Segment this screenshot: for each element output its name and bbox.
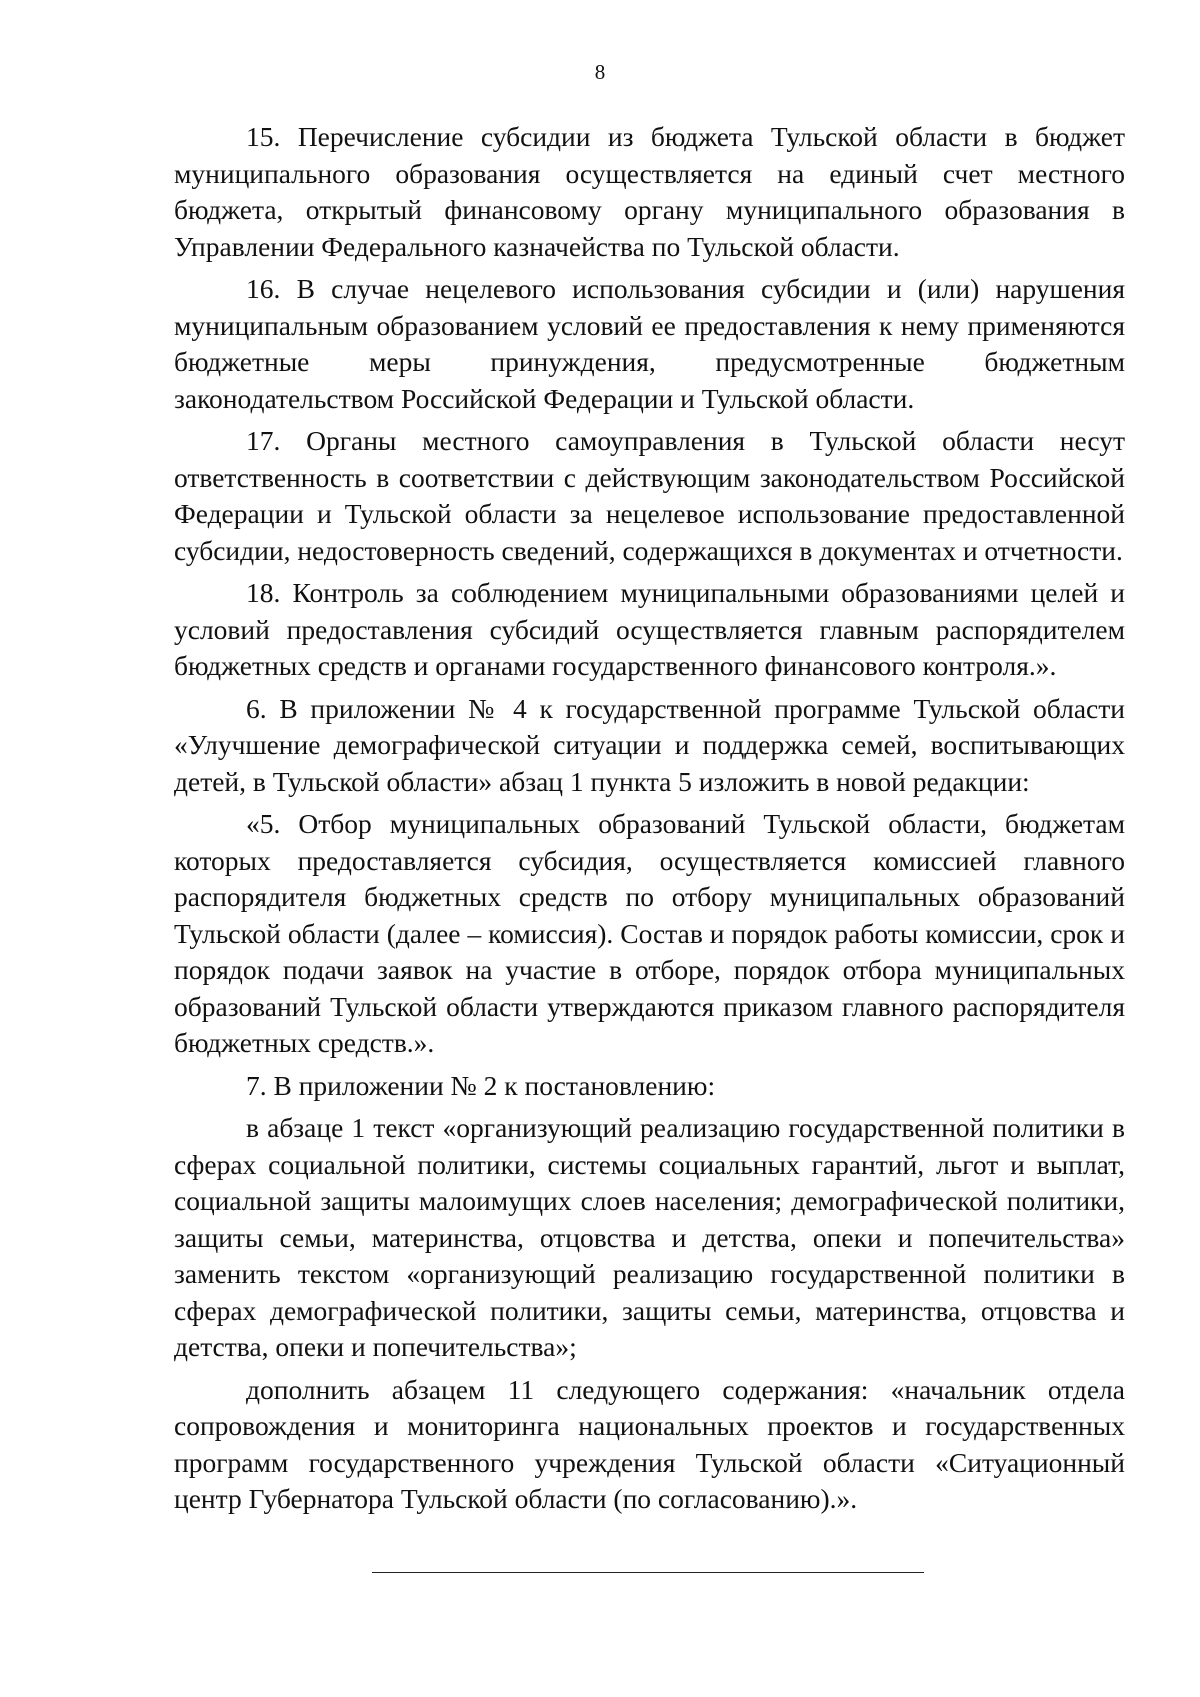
paragraph-abzac-1: в абзаце 1 текст «организующий реализацию государственной политики в сферах социальной политики, системы социальных гарантий, льгот и выплат, социальной защиты малоимущих слоев населения; демографической политики, защиты семьи, материнства, отцовства и детства, опеки и попечительства» заменить текстом «организующий реализацию государственной политики в сферах демографической политики, защиты семьи, материнства, отцовства и детства, опеки и попечительства»; [174,1112,1125,1362]
paragraph-16: 16. В случае нецелевого использования субсидии и (или) нарушения муниципальным образованием условий ее предоставления к нему применяются бюджетные меры принуждения, предусмотренные бюджетным законодательством Российской Федерации и Тульской области. [174,273,1125,414]
paragraph-18: 18. Контроль за соблюдением муниципальными образованиями целей и условий предоставления субсидий осуществляется главным распорядителем бюджетных средств и органами государственного финансового контроля.». [174,577,1125,681]
closing-divider [372,1572,924,1573]
document-body [174,119,1125,1524]
paragraph-item-5-quote: «5. Отбор муниципальных образований Тульской области, бюджетам которых предоставляется субсидия, осуществляется комиссией главного распорядителя бюджетных средств по отбору муниципальных образований Тульской области (далее – комиссия). Состав и порядок работы комиссии, срок и порядок подачи заявок на участие в отборе, порядок отбора муниципальных образований Тульской области утверждаются приказом главного распорядителя бюджетных средств.». [174,808,1125,1058]
paragraph-15: 15. Перечисление субсидии из бюджета Тульской области в бюджет муниципального образования осуществляется на единый счет местного бюджета, открытый финансовому органу муниципального образования в Управлении Федерального казначейства по Тульской области. [174,121,1125,262]
paragraph-17: 17. Органы местного самоуправления в Тульской области несут ответственность в соответствии с действующим законодательством Российской Федерации и Тульской области за нецелевое использование предоставленной субсидии, недостоверность сведений, содержащихся в документах и отчетности. [174,425,1125,566]
page-number: 8 [594,60,606,84]
paragraph-item-6: 6. В приложении № 4 к государственной программе Тульской области «Улучшение демографической ситуации и поддержка семей, воспитывающих детей, в Тульской области» абзац 1 пункта 5 изложить в новой редакции: [174,692,1125,797]
paragraph-abzac-11: дополнить абзацем 11 следующего содержания: «начальник отдела сопровождения и мониторинга национальных проектов и государственных программ государственного учреждения Тульской области «Ситуационный центр Губернатора Тульской области (по согласованию).». [174,1373,1125,1514]
paragraph-item-7: 7. В приложении № 2 к постановлению: [246,1069,716,1101]
